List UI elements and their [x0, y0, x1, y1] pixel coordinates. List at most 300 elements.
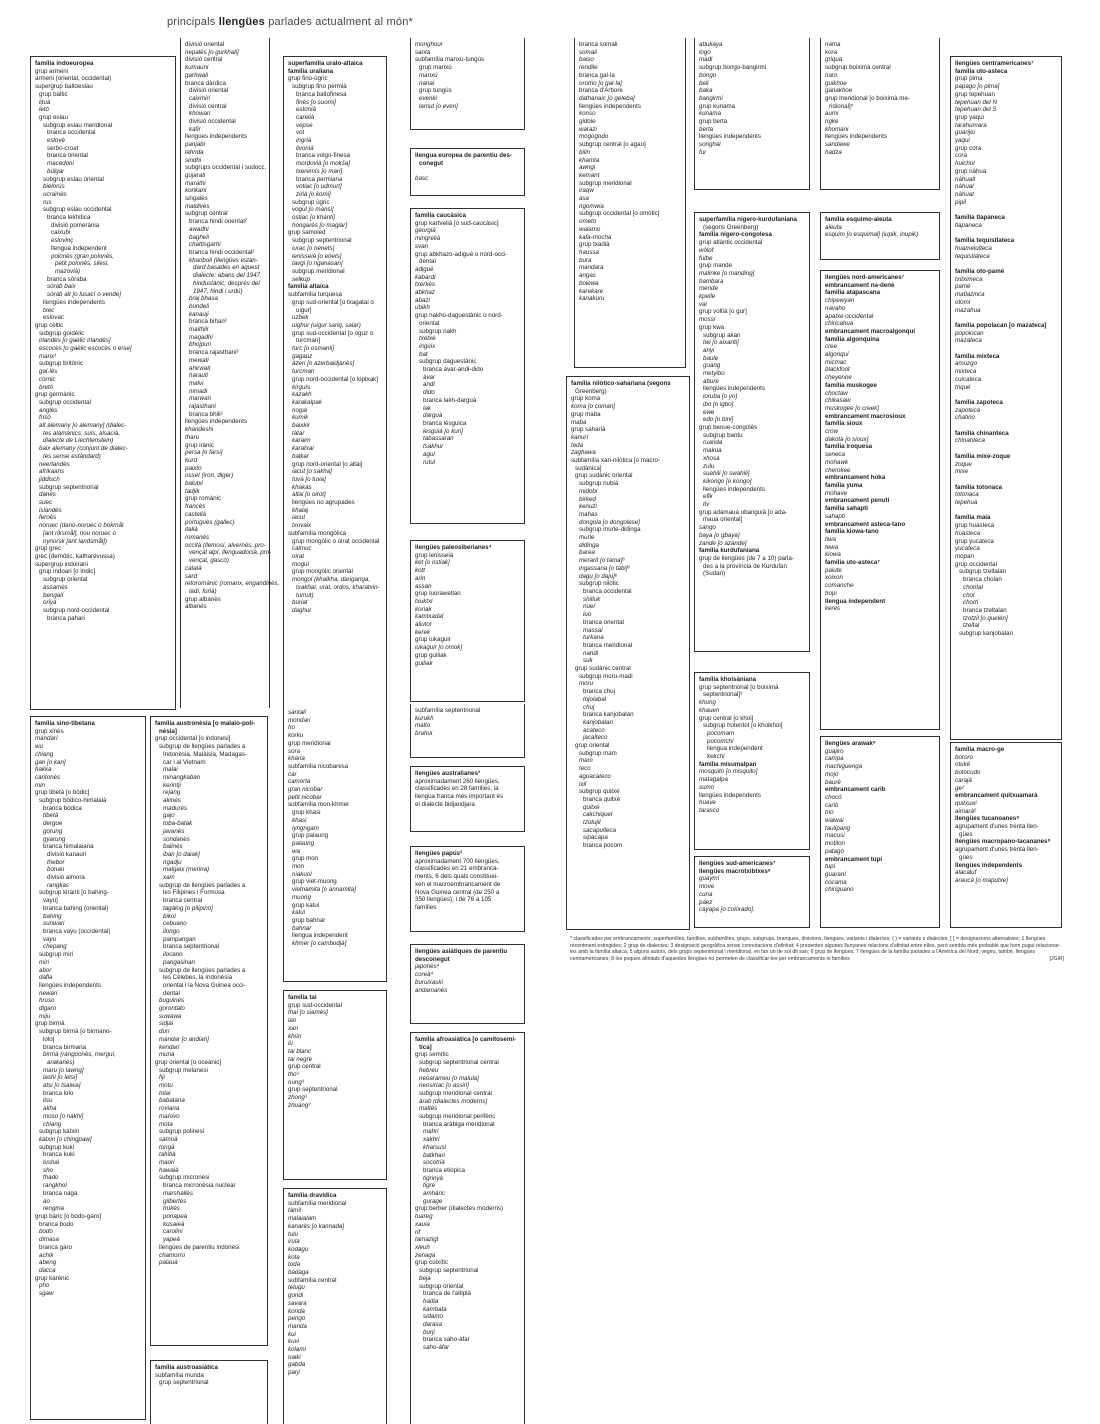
language-entry: abazí	[415, 296, 431, 304]
language-entry: tavgi [o nganasan]	[292, 260, 343, 268]
box-esquimo-aleuta	[820, 212, 940, 260]
language-entry: badaga	[288, 1269, 309, 1277]
language-entry: mojo	[825, 770, 839, 778]
language-entry: branca garo	[39, 1243, 73, 1251]
language-entry: grup khasi	[292, 809, 321, 817]
language-entry: irlandès [o gaèlic irlandès]	[39, 337, 111, 345]
language-entry: grup benue-congolès	[699, 423, 758, 431]
language-entry: xam	[163, 874, 175, 882]
language-entry: amhàric	[423, 1190, 446, 1198]
box-afroasiatica-cont	[574, 38, 686, 368]
language-entry: baya [o gbaya]	[699, 531, 740, 539]
language-entry: xauia	[415, 1220, 430, 1228]
language-entry: grup iukaguir	[415, 636, 451, 644]
language-entry: brahui	[415, 730, 433, 738]
language-entry: savara	[288, 1299, 307, 1307]
language-entry: grup voltià [o gur]	[699, 308, 747, 316]
language-entry: burji	[423, 1328, 435, 1336]
box-khoisaniana	[694, 672, 810, 850]
language-entry: gurage	[423, 1197, 443, 1205]
language-entry: grup oriental	[575, 742, 610, 750]
language-entry: oriental	[419, 319, 440, 327]
language-entry: cuicateca	[955, 375, 982, 383]
language-entry: cora	[955, 152, 968, 160]
language-entry: subgrup septentrional central	[419, 1059, 499, 1067]
language-entry: llengua independent	[707, 745, 763, 753]
language-entry: efik	[703, 493, 713, 501]
language-entry: sudànica]	[575, 464, 602, 472]
group-heading: família muskogee	[825, 381, 877, 389]
group-heading: tica]	[419, 1043, 432, 1051]
language-entry: hawaià	[159, 1166, 179, 1174]
language-entry: ometo	[579, 218, 597, 226]
language-entry: dido	[423, 389, 435, 397]
language-entry: grup cora	[955, 144, 982, 152]
language-entry: páez	[699, 898, 713, 906]
language-entry: sidamo	[423, 1313, 443, 1321]
language-entry: pangasinan	[163, 958, 195, 966]
language-entry: bielorús	[43, 183, 65, 191]
language-entry: dakota [o sioux]	[825, 435, 869, 443]
language-entry: dathanaic [o geleba]	[579, 94, 635, 102]
language-entry: camorta	[288, 778, 311, 786]
language-entry: xan	[288, 1024, 298, 1032]
language-entry: branca kanjobalan	[583, 711, 634, 719]
language-entry: iraqw	[579, 187, 594, 195]
language-entry: subgrup moru-madi	[579, 672, 633, 680]
language-entry: kpelle	[699, 293, 716, 301]
language-entry: txec	[43, 306, 55, 314]
language-entry: llengües independents	[703, 385, 765, 393]
language-entry: muong	[292, 893, 311, 901]
language-entry: gilbertès	[163, 1197, 187, 1205]
language-entry: mingrelià	[415, 235, 441, 243]
language-entry: kott	[415, 567, 425, 575]
language-entry: guang	[703, 362, 721, 370]
language-entry: subgrup mam	[579, 749, 617, 757]
group-heading: embrancament penuti	[825, 497, 890, 505]
language-entry: subgrup meridional perifèric	[419, 1113, 496, 1121]
box-nilo-cont	[694, 38, 810, 190]
language-entry: zapoteca	[955, 406, 981, 414]
language-entry: branca quitxé	[583, 795, 621, 803]
language-entry: balinès	[163, 843, 183, 851]
language-entry: subgrup de llengües parlades a	[159, 881, 246, 889]
language-entry: midobi	[579, 487, 598, 495]
language-entry: acateco	[583, 726, 605, 734]
language-entry: subgrup nubià	[579, 480, 619, 488]
footnote-text: * classificades per embrancaments, superfamílies, famílies, subfamílies, grups, subgrups, branques, divisions, llengües, variants i dialectes; ( ) = variants o dialectes; [ ] = designacions alternatives; 1 llengües recentment extingides; 2 grup de dialectes; 3 designació geogràfica sense connotacions d'afinitat; 4 presenten algunes llunyanes relacions d'afinitat entre elles, però sembla més probable que hom pugui relacionar-les amb la família altaica; 5 alguns autors, dels grups septentrional i meridional, en fan un de sol dit san; 6 grup de llengües; 7 llengües de la família parlades a l'Amèrica del Nord; vegeu, també, llengües centramericanes; 8 les poques afinitats d'aquestes llengües no permeten de classificar-les per embrancaments ni famílies	[570, 936, 1061, 962]
group-heading: família totonaca	[955, 483, 1003, 491]
language-entry: txuvaix	[292, 522, 312, 530]
language-entry: tequistlateca	[955, 252, 990, 260]
language-entry: mixe	[955, 468, 969, 476]
language-entry: subgrup central	[185, 210, 228, 218]
group-heading: família algonquina	[825, 335, 880, 343]
language-entry: nuer	[583, 603, 596, 611]
language-entry: nàhual	[955, 183, 974, 191]
language-entry: cantonès	[35, 773, 61, 781]
language-entry: subgrup kiranti [o bahing-	[39, 889, 109, 897]
language-entry: ruanda	[703, 439, 723, 447]
language-entry: yaqui	[955, 137, 970, 145]
language-entry: frisó	[39, 414, 51, 422]
language-entry: branca meridional	[583, 641, 633, 649]
language-entry: tsakhur	[423, 443, 444, 451]
language-entry: branca vayu (occidental)	[43, 927, 111, 935]
language-entry: paixto	[185, 464, 202, 472]
language-entry: kumik	[292, 414, 309, 422]
language-entry: karatxai	[292, 445, 314, 453]
language-entry: grup xinès	[35, 727, 64, 735]
language-entry: esquim [o esquimal] (iupik, inupik)	[825, 231, 919, 239]
language-entry: subgrup micronesi	[159, 1174, 210, 1182]
language-entry: polonès (gran polonès,	[51, 252, 114, 260]
language-entry: totonaca	[955, 491, 979, 499]
language-entry: nung³	[288, 1078, 304, 1086]
language-entry: khauen	[699, 706, 720, 714]
language-entry: karekare	[579, 287, 604, 295]
language-entry: mandara	[579, 264, 604, 272]
language-entry: subgrup eslau occidental	[43, 206, 112, 214]
language-entry: lesguià [o kuri]	[423, 427, 463, 435]
language-entry: grup nord-oriental [o altai]	[292, 460, 363, 468]
language-entry: ibo [o igbo]	[703, 400, 734, 408]
language-entry: noruec (dano-noruec o bokmål	[39, 522, 124, 530]
language-entry: jiddisch	[39, 475, 60, 483]
language-entry: patagó	[825, 847, 844, 855]
language-entry: gidole	[579, 118, 596, 126]
language-entry: subfamília turquesa	[288, 291, 342, 299]
language-entry: atsi [o tsaiwa]	[43, 1082, 81, 1090]
language-entry: francès	[185, 503, 206, 511]
language-entry: tho³	[288, 1071, 299, 1079]
language-entry: awngi	[579, 164, 596, 172]
language-entry: branca dàrdica	[185, 79, 226, 87]
language-entry: arakanès)	[47, 1058, 75, 1066]
group-heading: família kurdufaniana	[699, 547, 760, 555]
language-entry: grup ienisseià	[415, 551, 454, 559]
language-entry: suwawa	[159, 1012, 182, 1020]
language-entry: grup cèltic	[35, 321, 64, 329]
language-entry: kafa-mocha	[579, 233, 612, 241]
language-entry: chepang	[43, 943, 67, 951]
language-entry: harauti	[189, 372, 208, 380]
language-entry: subgrup polinesi	[159, 1128, 205, 1136]
language-entry: machiguenga	[825, 763, 863, 771]
language-entry: subgrup septentrional	[419, 1267, 479, 1275]
language-entry: marovo	[159, 1112, 180, 1120]
language-entry: nynorsk [ant landsmål])	[43, 537, 107, 545]
language-entry: tojolabal	[583, 695, 607, 703]
language-entry: akinès	[163, 797, 181, 805]
language-entry: àvar	[423, 373, 436, 381]
language-entry: grup sud-oriental [o txagatai o	[292, 298, 374, 306]
language-entry: grup sud-occidental	[288, 1001, 343, 1009]
language-entry: llengües no agrupades	[292, 499, 355, 507]
box-tai	[283, 990, 387, 1180]
language-entry: sard	[185, 572, 198, 580]
language-entry	[955, 445, 1057, 453]
language-entry: iacut	[292, 514, 306, 522]
language-entry: subgrup akan	[703, 331, 741, 339]
language-entry: kerek	[415, 628, 431, 636]
language-entry: subfamília central	[288, 1276, 337, 1284]
group-heading: família caucàsica	[415, 212, 466, 219]
language-entry: grup saharià	[571, 426, 606, 434]
box-dravidica	[283, 1188, 387, 1424]
box-nord-americanes	[820, 270, 940, 730]
language-entry: branca himalaiana	[43, 843, 94, 851]
language-entry: subfamília munda	[155, 1371, 204, 1379]
language-entry: branca central	[163, 897, 203, 905]
group-heading: llengües macrotxibtxes⁸	[699, 867, 771, 875]
language-entry: gran nicobar	[288, 786, 323, 794]
language-entry: petit nicobar	[288, 793, 322, 801]
language-entry: caixmiri	[189, 94, 210, 102]
language-entry: subgrup murle-didinga	[579, 526, 641, 534]
language-entry	[955, 206, 1057, 214]
language-entry: griqua	[825, 56, 843, 64]
language-entry: carolini	[163, 1228, 183, 1236]
language-entry: grup de llengües (de 7 a 10) parla-	[699, 554, 794, 562]
language-entry: grup yaqui	[955, 113, 984, 121]
language-entry: palauà	[159, 1259, 178, 1267]
language-entry: tzutujil	[583, 819, 601, 827]
language-entry: maori	[159, 1159, 175, 1167]
language-entry: kanurí	[571, 433, 589, 441]
box-caucasica	[410, 208, 525, 524]
language-entry: castellà	[185, 510, 206, 518]
group-heading: llengües asiàtiques de parentiu	[415, 948, 508, 955]
language-entry: cherokee	[825, 466, 851, 474]
language-entry: haussa	[579, 248, 599, 256]
language-entry: tabassaran	[423, 435, 454, 443]
language-entry: sidjai	[159, 1020, 174, 1028]
language-entry: subgrup eslau oriental	[43, 175, 104, 183]
language-entry: ingrià	[296, 137, 312, 145]
language-entry: cheyenne	[825, 374, 852, 382]
language-entry: pamé	[955, 283, 971, 291]
language-entry: kabardí	[415, 273, 436, 281]
group-heading: llengua europea de parentiu des-	[415, 152, 512, 159]
language-entry: Nova Guinea central (de 250 a	[415, 888, 500, 896]
language-entry: malai	[163, 766, 178, 774]
language-entry: sango	[699, 524, 716, 532]
language-entry: grup fino-ùgric	[288, 75, 328, 83]
language-entry: gyarung	[43, 835, 66, 843]
language-entry: huichol	[955, 160, 975, 168]
language-entry: rajasthani	[189, 403, 216, 411]
language-entry: kui	[288, 1330, 296, 1338]
language-entry: grup abkhazo-adigué o nord-occi-	[415, 250, 508, 258]
language-entry: chiricahua	[825, 320, 854, 328]
language-entry: kharia	[288, 755, 305, 763]
language-entry: kurukh	[415, 714, 434, 722]
language-entry: ioruba [o yo]	[703, 393, 738, 401]
language-entry: santali	[288, 709, 306, 716]
language-entry: chinanteca	[955, 437, 985, 445]
language-entry: roviana	[159, 1105, 180, 1113]
language-entry: dacca	[39, 1266, 56, 1274]
language-entry: subfamília septentrional	[415, 707, 481, 714]
group-heading: família afroasiàtica [o camitosemí-	[415, 1036, 517, 1043]
language-entry: petit polonès, silesi,	[55, 260, 109, 268]
language-entry: murle	[579, 534, 595, 542]
group-heading: família popolacan [o mazateca]	[955, 321, 1047, 329]
language-entry: mongol (khalkha, dariganga,	[292, 576, 371, 584]
language-entry: khmer [o cambodjà]	[292, 940, 347, 948]
language-entry: subgrup de llengües parlades a	[159, 966, 246, 974]
language-entry: branca àvar-andi-dido	[423, 366, 484, 374]
language-entry: bhojpuri	[189, 341, 212, 349]
group-heading: desconegut	[415, 955, 450, 963]
language-entry: garhwali	[185, 71, 209, 79]
language-entry: sipacapa	[583, 834, 608, 842]
group-heading: família yuma	[825, 481, 863, 489]
language-entry: branca septentrional	[163, 943, 220, 951]
language-entry: dard basades en aquest	[193, 264, 260, 272]
language-entry: subgrup melanesi	[159, 1066, 208, 1074]
language-entry: huamelulteca	[955, 244, 992, 252]
language-entry: daghur	[292, 606, 312, 614]
language-entry: xhosa	[703, 454, 720, 462]
language-entry: angas	[579, 272, 596, 280]
language-entry: branca etiòpica	[423, 1166, 465, 1174]
language-entry: subgrup tzeltalan	[959, 568, 1007, 576]
language-entry: babatana	[159, 1097, 185, 1105]
language-entry: tes alamànics: suís, alsacià,	[43, 429, 121, 437]
language-entry: kanauji	[189, 310, 209, 318]
language-entry: kamtxadal	[415, 613, 444, 621]
language-entry: chontal	[963, 583, 983, 591]
language-entry: branca occidental	[47, 129, 96, 137]
language-entry: kafir	[189, 125, 201, 133]
language-entry: subgrup meridional central	[419, 1089, 492, 1097]
language-entry: vogul [o mansi]	[292, 206, 334, 214]
language-entry: cuna	[699, 890, 713, 898]
language-entry: baiso	[579, 56, 594, 64]
language-entry: grup septentrional [o boiximà	[699, 683, 779, 691]
group-heading: família nilòtico-sahariana (segons	[571, 380, 671, 387]
language-entry: subgrup oriental	[43, 576, 88, 584]
group-heading: família tequistlateca	[955, 237, 1015, 245]
group-heading: família mixteca	[955, 352, 1000, 360]
group-heading: família esquimo-aleuta	[825, 216, 892, 223]
language-entry: ngomwia	[579, 202, 604, 210]
language-entry: lak	[423, 404, 431, 412]
language-entry: birmà (rangoonès, merguí,	[43, 1051, 116, 1059]
language-entry: lisu	[43, 1097, 53, 1105]
language-entry: aumi	[825, 110, 839, 118]
language-entry: búlgar	[47, 167, 65, 175]
language-entry: ments, 6 dels quals constituei-	[415, 873, 499, 881]
language-entry: llengües independents	[43, 298, 105, 306]
language-entry: mordovià [o mokša]	[296, 160, 350, 168]
language-entry: malaialam	[288, 1215, 317, 1223]
language-entry: còrnic	[39, 375, 56, 383]
language-entry: dergue	[43, 820, 63, 828]
language-entry: maldivès	[185, 202, 210, 210]
language-entry: gorontalo	[159, 1005, 185, 1013]
language-entry: grup central	[288, 1063, 321, 1071]
language-entry: branca sòraba	[47, 275, 87, 283]
language-entry: marathi	[185, 179, 206, 187]
language-entry: llengua franca més important és	[415, 793, 504, 801]
language-entry: nogai	[292, 406, 308, 414]
language-entry: turcman]	[296, 337, 321, 345]
language-entry: danès	[39, 491, 56, 499]
language-entry: move	[699, 883, 715, 891]
box-uralo-altaica	[283, 56, 387, 708]
language-entry: gan [o kan]	[35, 758, 66, 766]
group-heading: família tlapaneca	[955, 214, 1005, 222]
language-entry: guajiro	[825, 747, 844, 755]
language-entry: zhong³	[288, 1094, 307, 1102]
language-entry: lyngngam	[292, 824, 319, 832]
language-entry: tlapaneca	[955, 221, 982, 229]
language-entry: llengua independent	[51, 244, 107, 252]
language-entry: grup katui	[292, 901, 320, 909]
language-entry: tàmil	[288, 1207, 302, 1215]
language-entry: llengües independents	[699, 133, 761, 141]
group-heading: llengües arawak⁸	[825, 740, 876, 747]
language-entry: nàhuatl	[955, 175, 976, 183]
group-heading: llengües macropano-tacananes⁸	[955, 838, 1051, 846]
language-entry: sumo	[699, 783, 715, 791]
language-entry: llengües independents	[39, 981, 101, 989]
language-entry: 350 llengües), i de 76 a 105	[415, 896, 492, 904]
language-entry: subgrup central [o agau]	[579, 141, 646, 149]
language-entry: santa	[415, 48, 431, 56]
language-entry: abkhaz	[415, 289, 435, 297]
language-entry: buguinès	[159, 997, 185, 1005]
language-entry: grup koma	[571, 395, 601, 403]
language-entry: bikol	[163, 912, 176, 920]
language-entry: xen el macroembrancament de	[415, 880, 501, 888]
language-entry: kota	[288, 1253, 300, 1261]
language-entry: zande [o azande]	[699, 539, 747, 547]
language-entry: iban [o daiak]	[163, 850, 200, 858]
language-entry	[415, 167, 520, 175]
language-entry: subgrup boiximà central	[825, 64, 891, 72]
language-entry: tiv	[703, 501, 710, 509]
language-entry: javanès	[163, 827, 185, 835]
language-entry: branca bodo	[39, 1220, 74, 1228]
language-entry: persa [o farsi]	[185, 449, 223, 457]
language-entry: tzotzil [o quelén]	[963, 614, 1008, 622]
language-entry: dental	[419, 258, 436, 266]
group-heading: embrancament na-dené	[825, 281, 895, 289]
language-entry: ho	[288, 724, 295, 732]
language-entry: pocomchi	[707, 737, 734, 745]
language-entry: supergrup baltoeslau	[35, 83, 93, 91]
language-entry: xakhri	[423, 1136, 440, 1144]
language-entry: gabda	[288, 1361, 306, 1369]
box-afroasiatica	[410, 1032, 525, 1424]
language-entry: agrupament d'unes trenta llen-	[955, 823, 1039, 831]
language-entry: buriat	[292, 599, 308, 607]
language-entry: subgrup ùgric	[292, 198, 330, 206]
language-entry: grup guiliak	[415, 651, 447, 659]
language-entry: tewa	[825, 543, 839, 551]
language-entry: chocó	[825, 793, 842, 801]
group-heading: superfamília nígero-kurdufaniana	[699, 216, 797, 223]
language-entry: buruixaski	[415, 978, 443, 986]
language-entry: bodo	[39, 1228, 53, 1236]
language-entry: divisió central	[189, 102, 227, 110]
language-entry: miju	[39, 1012, 51, 1020]
